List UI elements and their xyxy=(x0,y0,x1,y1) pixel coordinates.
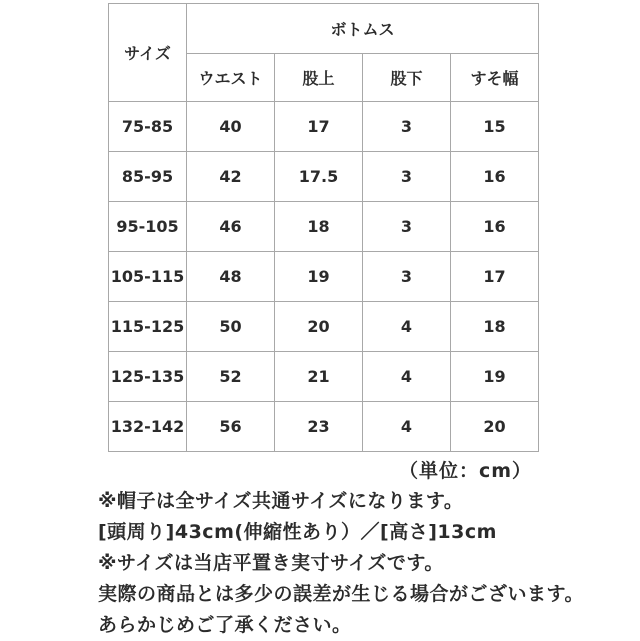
measurement-cell: 46 xyxy=(187,202,275,252)
size-range-cell: 75-85 xyxy=(109,102,187,152)
measurement-cell: 17 xyxy=(451,252,539,302)
measurement-cell: 4 xyxy=(363,352,451,402)
measurement-cell: 40 xyxy=(187,102,275,152)
measurement-cell: 21 xyxy=(275,352,363,402)
size-range-cell: 105-115 xyxy=(109,252,187,302)
table-row xyxy=(109,252,539,302)
size-range-cell: 85-95 xyxy=(109,152,187,202)
measurement-cell: 3 xyxy=(363,252,451,302)
measure-column-header: 股上 xyxy=(275,54,363,102)
measurement-cell: 50 xyxy=(187,302,275,352)
measure-column-header: 股下 xyxy=(363,54,451,102)
table-row xyxy=(109,102,539,152)
measurement-cell: 3 xyxy=(363,152,451,202)
size-range-cell: 115-125 xyxy=(109,302,187,352)
measurement-cell: 48 xyxy=(187,252,275,302)
notes-block xyxy=(98,486,618,641)
measure-column-header: すそ幅 xyxy=(451,54,539,102)
measurement-cell: 20 xyxy=(451,402,539,452)
size-range-cell: 125-135 xyxy=(109,352,187,402)
unit-note: （単位：cm） xyxy=(398,460,532,482)
measurement-cell: 52 xyxy=(187,352,275,402)
measurement-cell: 56 xyxy=(187,402,275,452)
measurement-cell: 18 xyxy=(451,302,539,352)
bottoms-group-header: ボトムス xyxy=(187,4,539,54)
measurement-cell: 3 xyxy=(363,202,451,252)
measure-column-header: ウエスト xyxy=(187,54,275,102)
size-table xyxy=(108,3,539,452)
size-column-header: サイズ xyxy=(109,4,187,102)
measurement-cell: 16 xyxy=(451,202,539,252)
table-row xyxy=(109,402,539,452)
note-line-measurement-method: ※サイズは当店平置き実寸サイズです。 xyxy=(98,552,444,574)
note-line-hat-size: ※帽子は全サイズ共通サイズになります。 xyxy=(98,490,464,512)
note-line-hat-dimensions: [頭周り]43cm(伸縮性あり）／[高さ]13cm xyxy=(98,521,497,543)
note-line-acknowledgement: あらかじめご了承ください。 xyxy=(98,614,352,636)
measurement-cell: 16 xyxy=(451,152,539,202)
group-header-row xyxy=(109,4,539,54)
measurement-cell: 19 xyxy=(451,352,539,402)
size-range-cell: 132-142 xyxy=(109,402,187,452)
measurement-cell: 17.5 xyxy=(275,152,363,202)
measurement-cell: 17 xyxy=(275,102,363,152)
table-row xyxy=(109,202,539,252)
measurement-cell: 20 xyxy=(275,302,363,352)
measurement-cell: 4 xyxy=(363,302,451,352)
measurement-cell: 3 xyxy=(363,102,451,152)
size-range-cell: 95-105 xyxy=(109,202,187,252)
measurement-cell: 23 xyxy=(275,402,363,452)
measurement-cell: 42 xyxy=(187,152,275,202)
measurement-cell: 15 xyxy=(451,102,539,152)
table-row xyxy=(109,152,539,202)
measurement-cell: 18 xyxy=(275,202,363,252)
size-table-body xyxy=(109,102,539,452)
note-line-tolerance: 実際の商品とは多少の誤差が生じる場合がございます。 xyxy=(98,583,584,605)
measurement-cell: 4 xyxy=(363,402,451,452)
table-row xyxy=(109,352,539,402)
measurement-cell: 19 xyxy=(275,252,363,302)
table-row xyxy=(109,302,539,352)
